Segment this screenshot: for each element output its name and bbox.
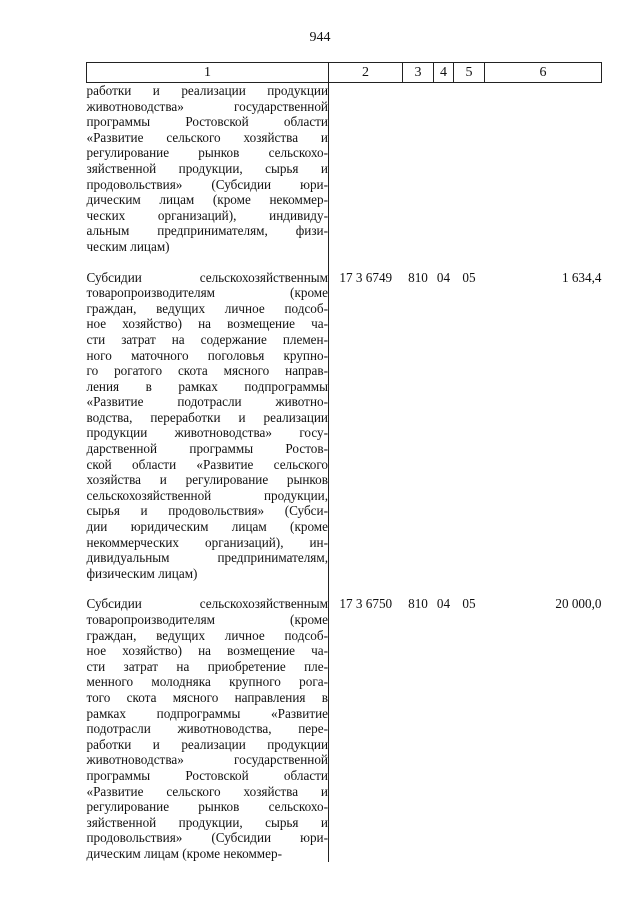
table-row — [87, 596, 602, 861]
description-line: водства, переработки и реализации — [86, 409, 328, 425]
description-line: сельскохозяйственной продукции, — [86, 487, 328, 503]
description-line: «Развитие подотрасли животно- — [86, 394, 328, 410]
description-line: животноводства» государственной — [86, 98, 328, 114]
budget-table — [86, 62, 602, 862]
description-line: ления в рамках подпрограммы — [86, 378, 328, 394]
description-line: некоммерческих организаций), ин- — [86, 534, 328, 550]
description-line: подотрасли животноводства, пере- — [86, 721, 328, 737]
description-line: работки и реализации продукции — [86, 83, 328, 98]
row-code: 17 3 6749 — [339, 269, 393, 285]
description-line: альным предпринимателям, физи- — [86, 223, 328, 239]
description-line: товаропроизводителям (кроме — [86, 612, 328, 627]
row-spacer — [87, 255, 602, 270]
description-line: го рогатого скота мясного направ- — [86, 363, 328, 379]
description-line: регулирование рынков сельскохо- — [86, 799, 328, 815]
description-line: сти затрат на приобретение пле- — [86, 658, 328, 674]
description-line: работки и реализации продукции — [86, 736, 328, 752]
description-line: зяйственной продукции, сырья и — [86, 814, 328, 830]
description-line: продовольствия» (Субсидии юри- — [86, 830, 328, 846]
row-expense-type: 810 — [408, 269, 428, 285]
row-description — [87, 83, 329, 255]
description-line: того скота мясного направления в — [86, 689, 328, 705]
description-line: животноводства» государственной — [86, 752, 328, 768]
row-section: 04 — [436, 596, 451, 612]
description-line: граждан, ведущих личное подсоб- — [86, 627, 328, 643]
row-section — [434, 83, 454, 255]
row-amount: 1 634,4 — [561, 269, 602, 285]
row-description — [87, 596, 329, 861]
row-expense-type: 810 — [408, 596, 428, 612]
description-line: дарственной программы Ростов- — [86, 441, 328, 457]
description-line: ческим лицам) — [86, 238, 170, 254]
description-line: регулирование рынков сельскохо- — [86, 145, 328, 161]
description-line: продовольствия» (Субсидии юри- — [86, 176, 328, 192]
description-line: рамках подпрограммы «Развитие — [86, 705, 328, 721]
page-number: 944 — [309, 30, 331, 45]
header-col-5: 5 — [454, 63, 485, 83]
header-col-4: 4 — [434, 63, 454, 83]
row-subsection: 05 — [462, 596, 476, 612]
description-line: ской области «Развитие сельского — [86, 456, 328, 472]
table-row — [87, 83, 602, 255]
table-header-row — [87, 63, 602, 83]
header-col-2: 2 — [329, 63, 403, 83]
row-description — [87, 270, 329, 582]
description-line: ное хозяйство) на возмещение ча- — [86, 316, 328, 332]
header-col-1: 1 — [87, 63, 329, 83]
description-line: «Развитие сельского хозяйства и — [86, 129, 328, 145]
description-line: программы Ростовской области — [86, 114, 328, 130]
row-section: 04 — [436, 269, 451, 285]
description-line: товаропроизводителям (кроме — [86, 285, 328, 301]
row-subsection: 05 — [462, 269, 476, 285]
table-row — [87, 270, 602, 582]
description-line: «Развитие сельского хозяйства и — [86, 783, 328, 799]
description-line: дии юридическим лицам (кроме — [86, 519, 328, 535]
header-col-6: 6 — [485, 63, 602, 83]
description-line: ное хозяйство) на возмещение ча- — [86, 643, 328, 659]
description-line: продукции животноводства» госу- — [86, 425, 328, 441]
description-line: ного маточного поголовья крупно- — [86, 347, 328, 363]
description-line: ческих организаций), индивиду- — [86, 207, 328, 223]
description-line: дическим лицам (кроме некоммер- — [86, 192, 328, 208]
description-line: физическим лицам) — [86, 565, 198, 581]
description-line: граждан, ведущих личное подсоб- — [86, 300, 328, 316]
description-line: дивидуальным предпринимателям, — [86, 550, 328, 566]
description-line: сти затрат на содержание племен- — [86, 331, 328, 347]
description-line: дическим лицам (кроме некоммер- — [86, 845, 282, 861]
row-spacer — [87, 581, 602, 596]
row-expense-type — [403, 83, 434, 255]
description-line: Субсидии сельскохозяйственным — [86, 596, 328, 612]
description-line: менного молодняка крупного рога- — [86, 674, 328, 690]
row-code: 17 3 6750 — [339, 596, 393, 612]
row-code — [329, 83, 403, 255]
description-line: Субсидии сельскохозяйственным — [86, 269, 328, 285]
description-line: программы Ростовской области — [86, 767, 328, 783]
row-subsection — [454, 83, 485, 255]
description-line: сырья и продовольствия» (Субси- — [86, 503, 328, 519]
row-amount — [485, 83, 602, 255]
description-line: зяйственной продукции, сырья и — [86, 160, 328, 176]
header-col-3: 3 — [403, 63, 434, 83]
row-amount: 20 000,0 — [555, 596, 602, 612]
description-line: хозяйства и регулирование рынков — [86, 472, 328, 488]
